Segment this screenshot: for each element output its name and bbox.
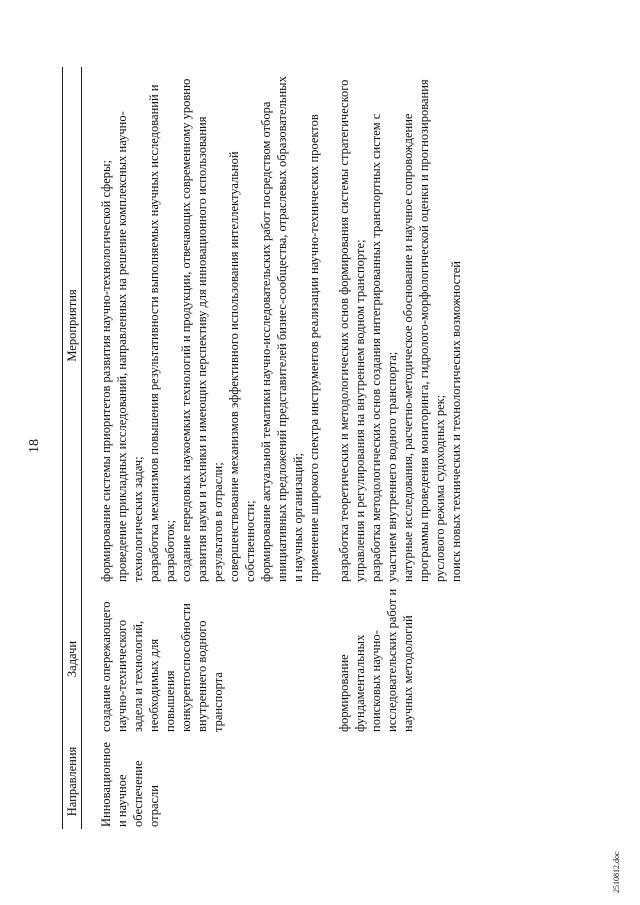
header-tasks: Задачи [63, 584, 82, 734]
table-row [82, 67, 323, 829]
header-measures: Мероприятия [63, 67, 82, 584]
table-header-row [63, 67, 82, 829]
measures-cell: формирование системы приоритетов развития научно-технологической сферы; проведение прикладных исследований, направленных на решение комплексных научно-технологических задач; разработка механизмов повышения результативности выполняемых научных исследований и разработок; создание передовых наукоемких технологий и продукции, отвечающих современному уровню развития науки и техники и имеющих перспективу для инновационного использования результатов в отрасли; совершенствование механизмов эффективного использования интеллектуальной собственности; формирование актуальной тематики научно-исследовательских работ посредством отбора инициативных предложений представителей бизнес-сообщества, отраслевых образовательных и научных организаций; применение широкого спектра инструментов реализации научно-технических проектов [99, 76, 321, 582]
direction-cell [322, 734, 464, 829]
document-code: 2510812.doc [612, 851, 621, 893]
header-directions: Направления [63, 734, 82, 829]
table-row [322, 67, 464, 829]
measures-cell: разработка теоретических и методологических основ формирования системы стратегического управления и регулирования на внутреннем водном транспорте; разработка методологических основ создания интегрированных транспортных систем с участием внутреннего водного транспорта; натурные исследования, расчетно-методическое обоснование и научное сопровождение программы проведения мониторинга, гидролого-морфологической оценки и прогнозирования руслового режима судоходных рек; поиск новых технических и технологических возможностей [337, 79, 463, 582]
task-cell: формирование фундаментальных поисковых научно-исследовательских работ и научных методологий [337, 588, 415, 732]
direction-cell: Инновационное и научное обеспечение отрасли [99, 742, 161, 827]
task-cell: создание опережающего научно-технического задела и технологий, необходимых для повышения конкурентоспособности внутреннего водного транспорта [99, 601, 225, 732]
page-number: 18 [27, 439, 42, 453]
measures-table [62, 67, 464, 829]
